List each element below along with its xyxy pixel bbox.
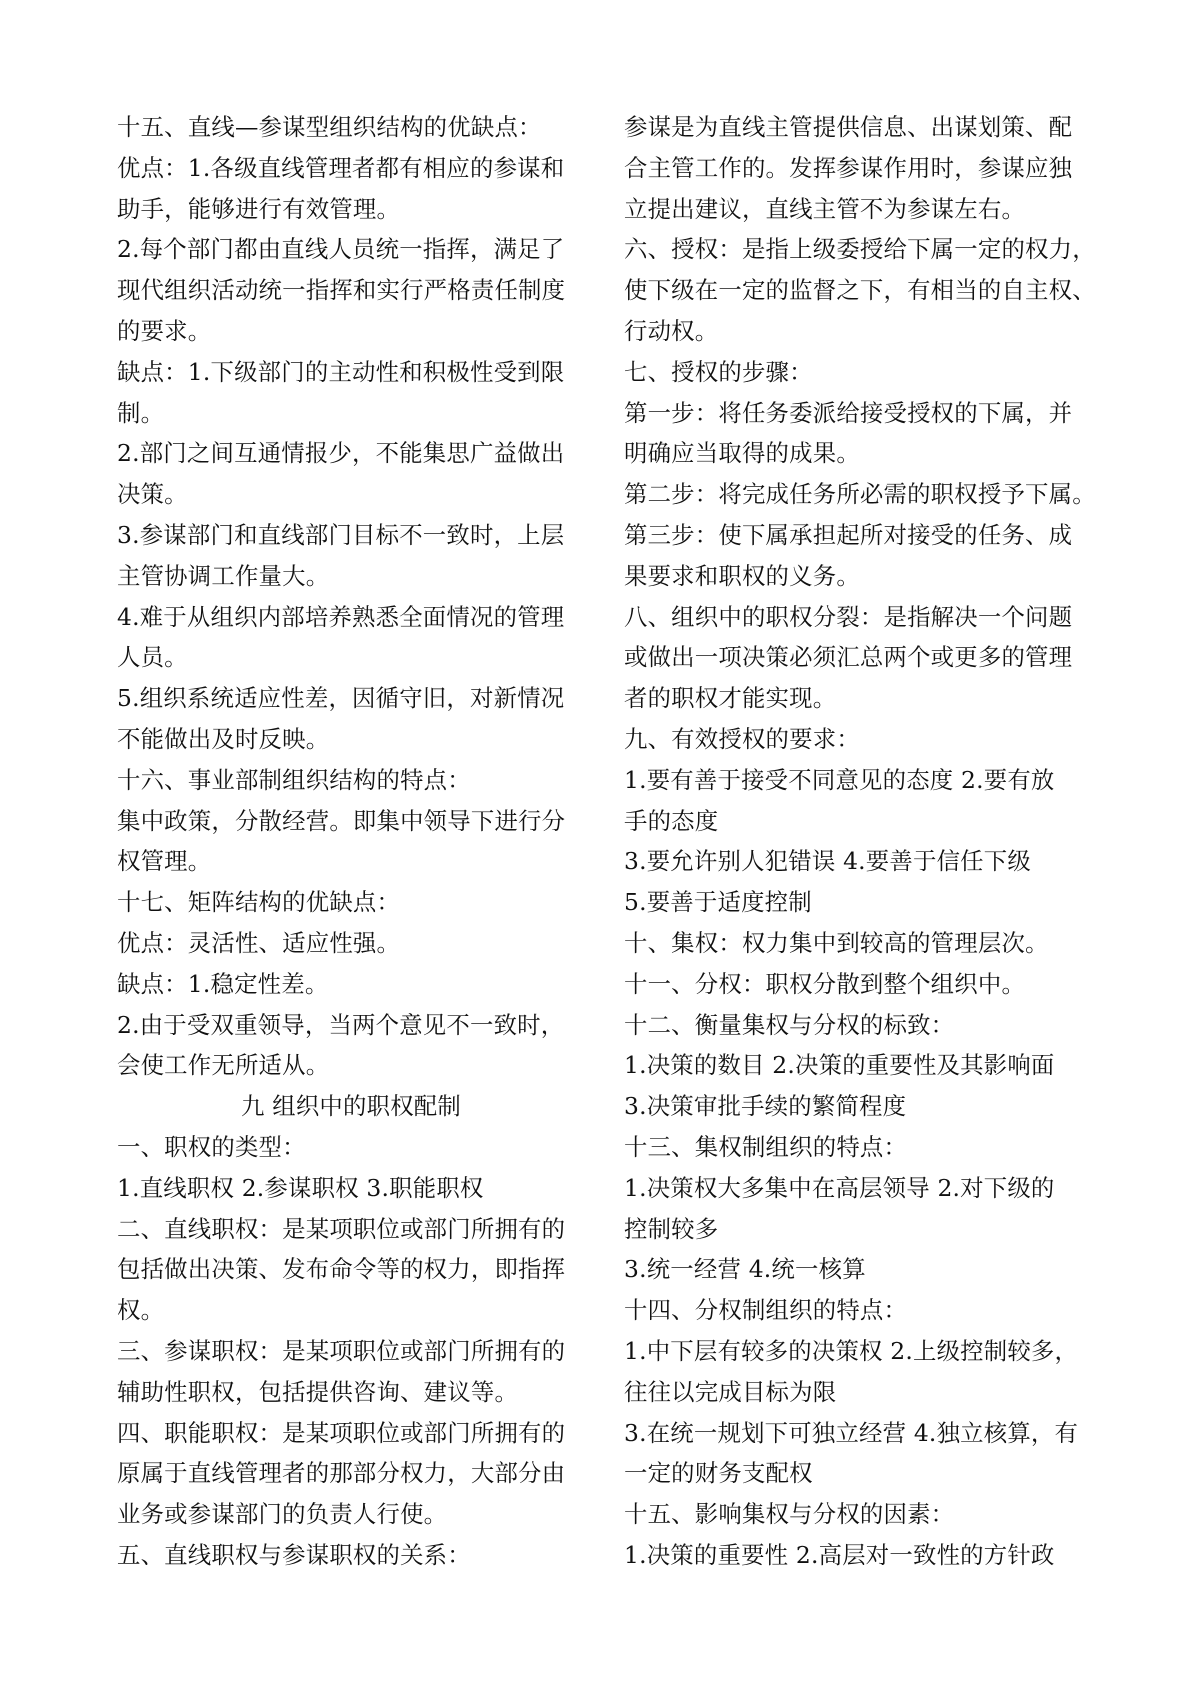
left-line: 3.参谋部门和直线部门目标不一致时，上层 (117, 520, 565, 549)
right-line: 第一步：将任务委派给接受授权的下属，并 (624, 398, 1073, 427)
left-line: 4.难于从组织内部培养熟悉全面情况的管理 (117, 602, 565, 631)
right-line: 控制较多 (624, 1214, 719, 1243)
left-line: 决策。 (117, 480, 188, 509)
left-line: 十六、事业部制组织结构的特点： (117, 765, 471, 794)
left-line: 缺点：1.下级部门的主动性和积极性受到限 (117, 357, 565, 386)
left-line: 包括做出决策、发布命令等的权力，即指挥 (117, 1255, 566, 1284)
left-line: 1.直线职权 2.参谋职权 3.职能职权 (117, 1173, 484, 1202)
right-line: 行动权。 (624, 316, 719, 345)
left-line: 会使工作无所适从。 (117, 1051, 330, 1080)
right-line: 参谋是为直线主管提供信息、出谋划策、配 (624, 113, 1073, 141)
right-line: 九、有效授权的要求： (624, 724, 860, 753)
right-line: 八、组织中的职权分裂：是指解决一个问题 (624, 602, 1073, 631)
left-line: 三、参谋职权：是某项职位或部门所拥有的 (117, 1336, 566, 1365)
left-line: 制。 (117, 398, 165, 427)
right-line: 1.要有善于接受不同意见的态度 2.要有放 (624, 765, 1055, 794)
left-line: 2.由于受双重领导，当两个意见不一致时， (117, 1010, 565, 1039)
right-line: 十、集权：权力集中到较高的管理层次。 (624, 928, 1049, 957)
right-column (624, 107, 1096, 1576)
right-line: 十五、影响集权与分权的因素： (624, 1500, 955, 1529)
right-line: 十三、集权制组织的特点： (624, 1132, 908, 1161)
left-line: 优点：1.各级直线管理者都有相应的参谋和 (117, 153, 565, 182)
right-line: 果要求和职权的义务。 (624, 561, 860, 590)
section-heading: 九 组织中的职权配制 (241, 1092, 461, 1121)
right-line: 第二步：将完成任务所必需的职权授予下属。 (624, 480, 1096, 509)
left-line: 5.组织系统适应性差，因循守旧，对新情况 (117, 684, 565, 713)
right-line: 5.要善于适度控制 (624, 888, 812, 917)
left-line: 现代组织活动统一指挥和实行严格责任制度 (117, 276, 566, 305)
left-line: 五、直线职权与参谋职权的关系： (117, 1540, 471, 1569)
left-line: 助手，能够进行有效管理。 (117, 194, 401, 223)
left-line: 原属于直线管理者的那部分权力，大部分由 (117, 1459, 566, 1488)
right-line: 3.决策审批手续的繁简程度 (624, 1092, 907, 1121)
right-line: 十一、分权：职权分散到整个组织中。 (624, 969, 1026, 998)
left-line: 权管理。 (117, 847, 212, 876)
right-line: 3.在统一规划下可独立经营 4.独立核算，有 (624, 1418, 1079, 1447)
left-line: 的要求。 (117, 316, 212, 345)
right-line: 第三步：使下属承担起所对接受的任务、成 (624, 520, 1073, 549)
left-line: 2.每个部门都由直线人员统一指挥，满足了 (117, 235, 565, 264)
right-line: 往往以完成目标为限 (624, 1377, 837, 1406)
right-line: 明确应当取得的成果。 (624, 439, 860, 468)
left-line: 业务或参谋部门的负责人行使。 (117, 1500, 448, 1529)
left-line: 缺点：1.稳定性差。 (117, 969, 329, 998)
right-line: 七、授权的步骤： (624, 357, 813, 386)
left-line: 优点：灵活性、适应性强。 (117, 928, 401, 957)
left-line: 人员。 (117, 643, 188, 672)
left-line: 一、职权的类型： (117, 1132, 306, 1161)
left-line: 十五、直线—参谋型组织结构的优缺点： (117, 113, 542, 141)
left-line: 2.部门之间互通情报少，不能集思广益做出 (117, 439, 565, 468)
right-line: 十二、衡量集权与分权的标致： (624, 1010, 955, 1039)
right-line: 六、授权：是指上级委授给下属一定的权力， (624, 235, 1096, 264)
right-line: 3.要允许别人犯错误 4.要善于信任下级 (624, 847, 1031, 876)
right-line: 手的态度 (624, 806, 719, 835)
right-line: 者的职权才能实现。 (624, 684, 837, 713)
right-line: 使下级在一定的监督之下，有相当的自主权、 (624, 276, 1096, 305)
right-line: 1.中下层有较多的决策权 2.上级控制较多， (624, 1336, 1079, 1365)
left-line: 四、职能职权：是某项职位或部门所拥有的 (117, 1418, 566, 1447)
left-line: 主管协调工作量大。 (117, 561, 330, 590)
right-line: 一定的财务支配权 (624, 1459, 813, 1488)
right-line: 1.决策的数目 2.决策的重要性及其影响面 (624, 1051, 1055, 1080)
left-line: 十七、矩阵结构的优缺点： (117, 888, 401, 917)
right-line: 合主管工作的。发挥参谋作用时，参谋应独 (624, 153, 1073, 182)
right-line: 1.决策的重要性 2.高层对一致性的方针政 (624, 1540, 1055, 1569)
left-line: 二、直线职权：是某项职位或部门所拥有的 (117, 1214, 566, 1243)
left-line: 不能做出及时反映。 (117, 724, 330, 753)
left-line: 辅助性职权，包括提供咨询、建议等。 (117, 1377, 519, 1406)
right-line: 1.决策权大多集中在高层领导 2.对下级的 (624, 1173, 1055, 1202)
right-line: 十四、分权制组织的特点： (624, 1296, 908, 1325)
left-line: 权。 (117, 1296, 165, 1325)
left-line: 集中政策，分散经营。即集中领导下进行分 (117, 806, 566, 835)
right-line: 立提出建议，直线主管不为参谋左右。 (624, 194, 1026, 223)
right-line: 或做出一项决策必须汇总两个或更多的管理 (624, 643, 1073, 672)
left-column (117, 107, 585, 1576)
right-line: 3.统一经营 4.统一核算 (624, 1255, 866, 1284)
